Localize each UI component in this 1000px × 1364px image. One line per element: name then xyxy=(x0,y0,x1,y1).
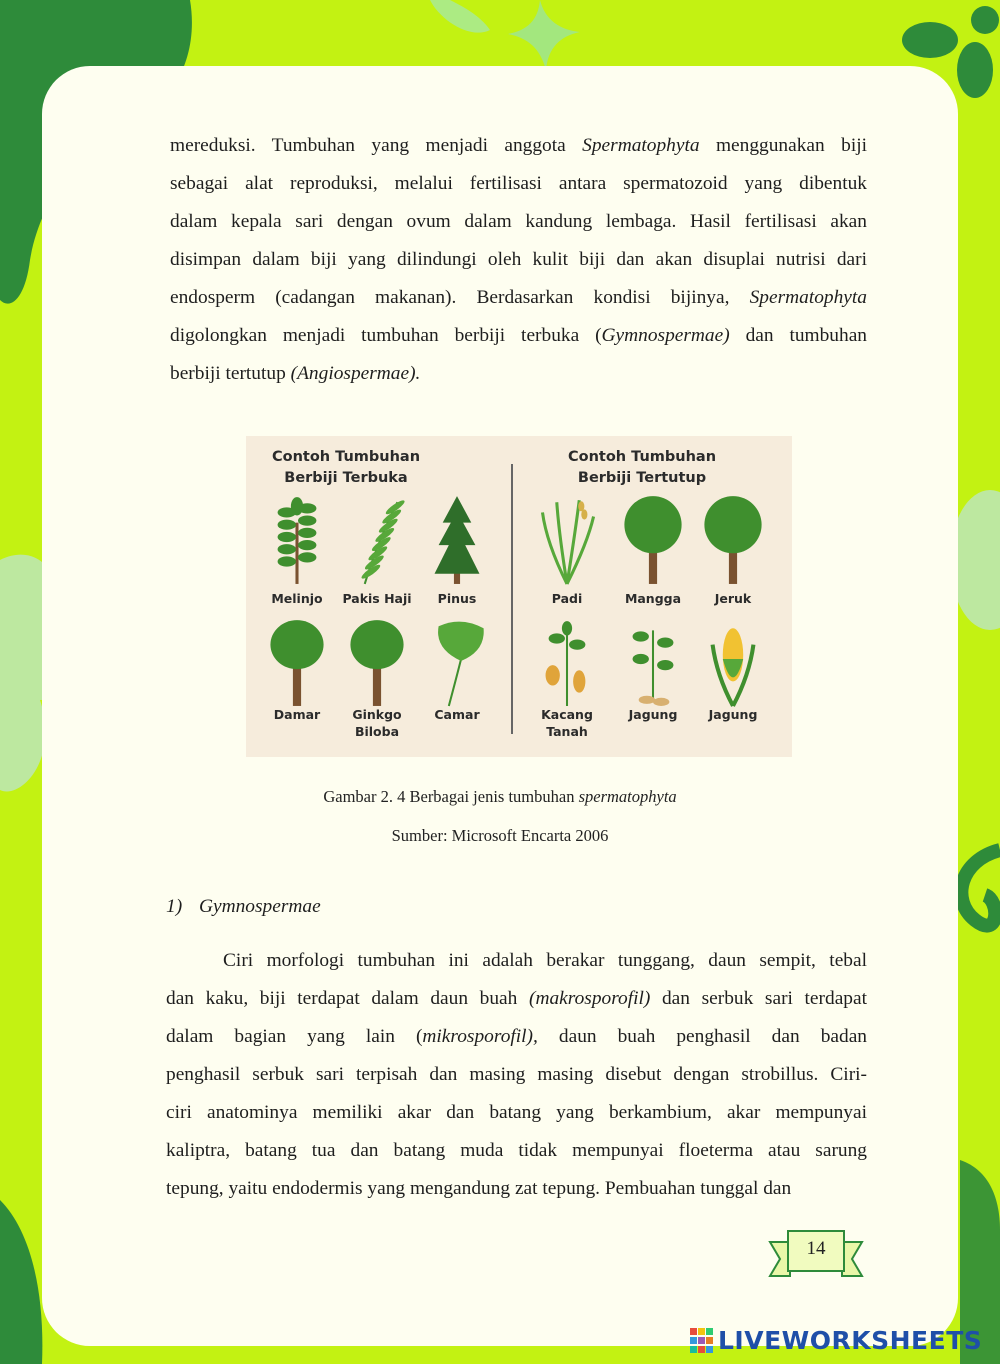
text-run: dan serbuk sari terdapat xyxy=(650,988,867,1009)
melinjo-icon xyxy=(265,492,329,586)
corn-icon xyxy=(701,614,765,708)
dark-blob-top-right-1 xyxy=(902,22,958,58)
text-run: penghasil serbuk sari terpisah dan masing masing disebut dengan strobillus. Ciri- xyxy=(166,1064,867,1085)
text-line xyxy=(170,241,867,279)
section-number: 1) xyxy=(166,896,183,917)
figure-divider xyxy=(511,464,513,734)
text-line xyxy=(166,1170,867,1208)
plant-label: Mangga xyxy=(624,591,682,606)
liveworksheets-watermark[interactable] xyxy=(690,1326,990,1356)
figure-caption: Gambar 2. 4 Berbagai jenis tumbuhan spermatophyta xyxy=(323,787,677,806)
text-run: sebagai alat reproduksi, melalui fertilisasi antara spermatozoid yang dibentuk xyxy=(170,173,867,194)
intro-paragraph xyxy=(170,127,867,393)
gymnospermae-paragraph xyxy=(166,942,867,1208)
plant-label: Jagung xyxy=(628,707,678,722)
damar-tree-icon xyxy=(265,614,329,708)
text-run: digolongkan menjadi tumbuhan berbiji terbuka ( xyxy=(170,325,602,346)
text-line xyxy=(170,355,867,393)
text-run: dan tumbuhan xyxy=(729,325,867,346)
text-run: mereduksi. Tumbuhan yang menjadi anggota xyxy=(170,135,583,156)
plant-label: Pakis Haji xyxy=(342,591,412,606)
watermark-text: LIVEWORKSHEETS xyxy=(718,1326,983,1355)
text-run: Ciri morfologi tumbuhan ini adalah berakar tunggang, daun sempit, tebal xyxy=(223,950,867,971)
peanut-plant-icon xyxy=(535,614,599,708)
plant-label: Melinjo xyxy=(271,591,323,606)
dark-blob-top-right-2 xyxy=(957,42,993,98)
pine-icon xyxy=(425,492,489,586)
mango-tree-icon xyxy=(621,492,685,586)
spermatophyta-figure xyxy=(246,436,792,757)
pale-star-top xyxy=(508,0,580,70)
italic-term: Spermatophyta xyxy=(582,135,700,156)
plant-label: Camar xyxy=(434,707,480,722)
text-line xyxy=(170,279,867,317)
italic-term: mikrosporofil), xyxy=(422,1026,538,1047)
figure-left-title: Contoh Tumbuhan Berbiji Terbuka xyxy=(271,449,421,486)
text-line xyxy=(166,942,867,980)
plant-label: Jeruk xyxy=(714,591,752,606)
page-number-ribbon xyxy=(768,1228,864,1280)
italic-term: Gymnospermae) xyxy=(601,325,730,346)
text-line xyxy=(166,980,867,1018)
italic-term: Spermatophyta xyxy=(749,287,867,308)
ginkgo-leaf-icon xyxy=(425,614,489,708)
text-line xyxy=(166,1018,867,1056)
text-run: endosperm (cadangan makanan). Berdasarkan kondisi bijinya, xyxy=(170,287,750,308)
text-line xyxy=(166,1094,867,1132)
italic-term: (makrosporofil) xyxy=(528,988,651,1009)
section-title: Gymnospermae xyxy=(199,896,321,917)
text-run: disimpan dalam biji yang dilindungi oleh kulit biji dan akan disuplai nutrisi dari xyxy=(170,249,867,270)
text-line xyxy=(170,203,867,241)
text-run: dan kaku, biji terdapat dalam daun buah xyxy=(166,988,529,1009)
plant-label: Pinus xyxy=(437,591,477,606)
plant-label: Damar xyxy=(273,707,321,722)
text-line xyxy=(170,317,867,355)
text-run: ciri anatominya memiliki akar dan batang yang berkambium, akar mempunyai xyxy=(166,1102,867,1123)
text-run: tepung, yaitu endodermis yang mengandung zat tepung. Pembuahan tunggal dan xyxy=(166,1178,792,1199)
text-run: dalam kepala sari dengan ovum dalam kandung lembaga. Hasil fertilisasi akan xyxy=(170,211,867,232)
text-line xyxy=(170,127,867,165)
text-line xyxy=(166,1056,867,1094)
figure-source: Sumber: Microsoft Encarta 2006 xyxy=(391,826,609,845)
plant-label: Ginkgo Biloba xyxy=(352,707,402,739)
plant-label: Padi xyxy=(551,591,583,606)
italic-term: (Angiospermae). xyxy=(290,363,421,384)
text-run: kaliptra, batang tua dan batang muda tidak mempunyai floeterma atau sarung xyxy=(166,1140,867,1161)
text-line xyxy=(166,1132,867,1170)
peanut-sprout-icon xyxy=(621,614,685,708)
page-number: 14 xyxy=(806,1238,826,1259)
dark-swirl-right xyxy=(961,850,1000,926)
dark-leaf-bottom-left xyxy=(0,1200,42,1364)
pale-leaf-top xyxy=(430,0,490,33)
section-heading xyxy=(166,896,321,918)
liveworksheets-logo-icon xyxy=(690,1328,714,1354)
text-line xyxy=(170,165,867,203)
plant-label: Jagung xyxy=(708,707,758,722)
text-run: menggunakan biji xyxy=(699,135,867,156)
fern-icon xyxy=(345,492,409,586)
figure-right-title: Contoh Tumbuhan Berbiji Tertutup xyxy=(567,449,717,486)
orange-tree-icon xyxy=(701,492,765,586)
text-run: daun buah penghasil dan badan xyxy=(537,1026,867,1047)
text-run: dalam bagian yang lain ( xyxy=(166,1026,423,1047)
text-run: berbiji tertutup xyxy=(170,363,291,384)
ginkgo-tree-icon xyxy=(345,614,409,708)
dark-blob-top-right-3 xyxy=(971,6,999,34)
rice-icon xyxy=(535,492,599,586)
plant-label: Kacang Tanah xyxy=(541,707,593,739)
